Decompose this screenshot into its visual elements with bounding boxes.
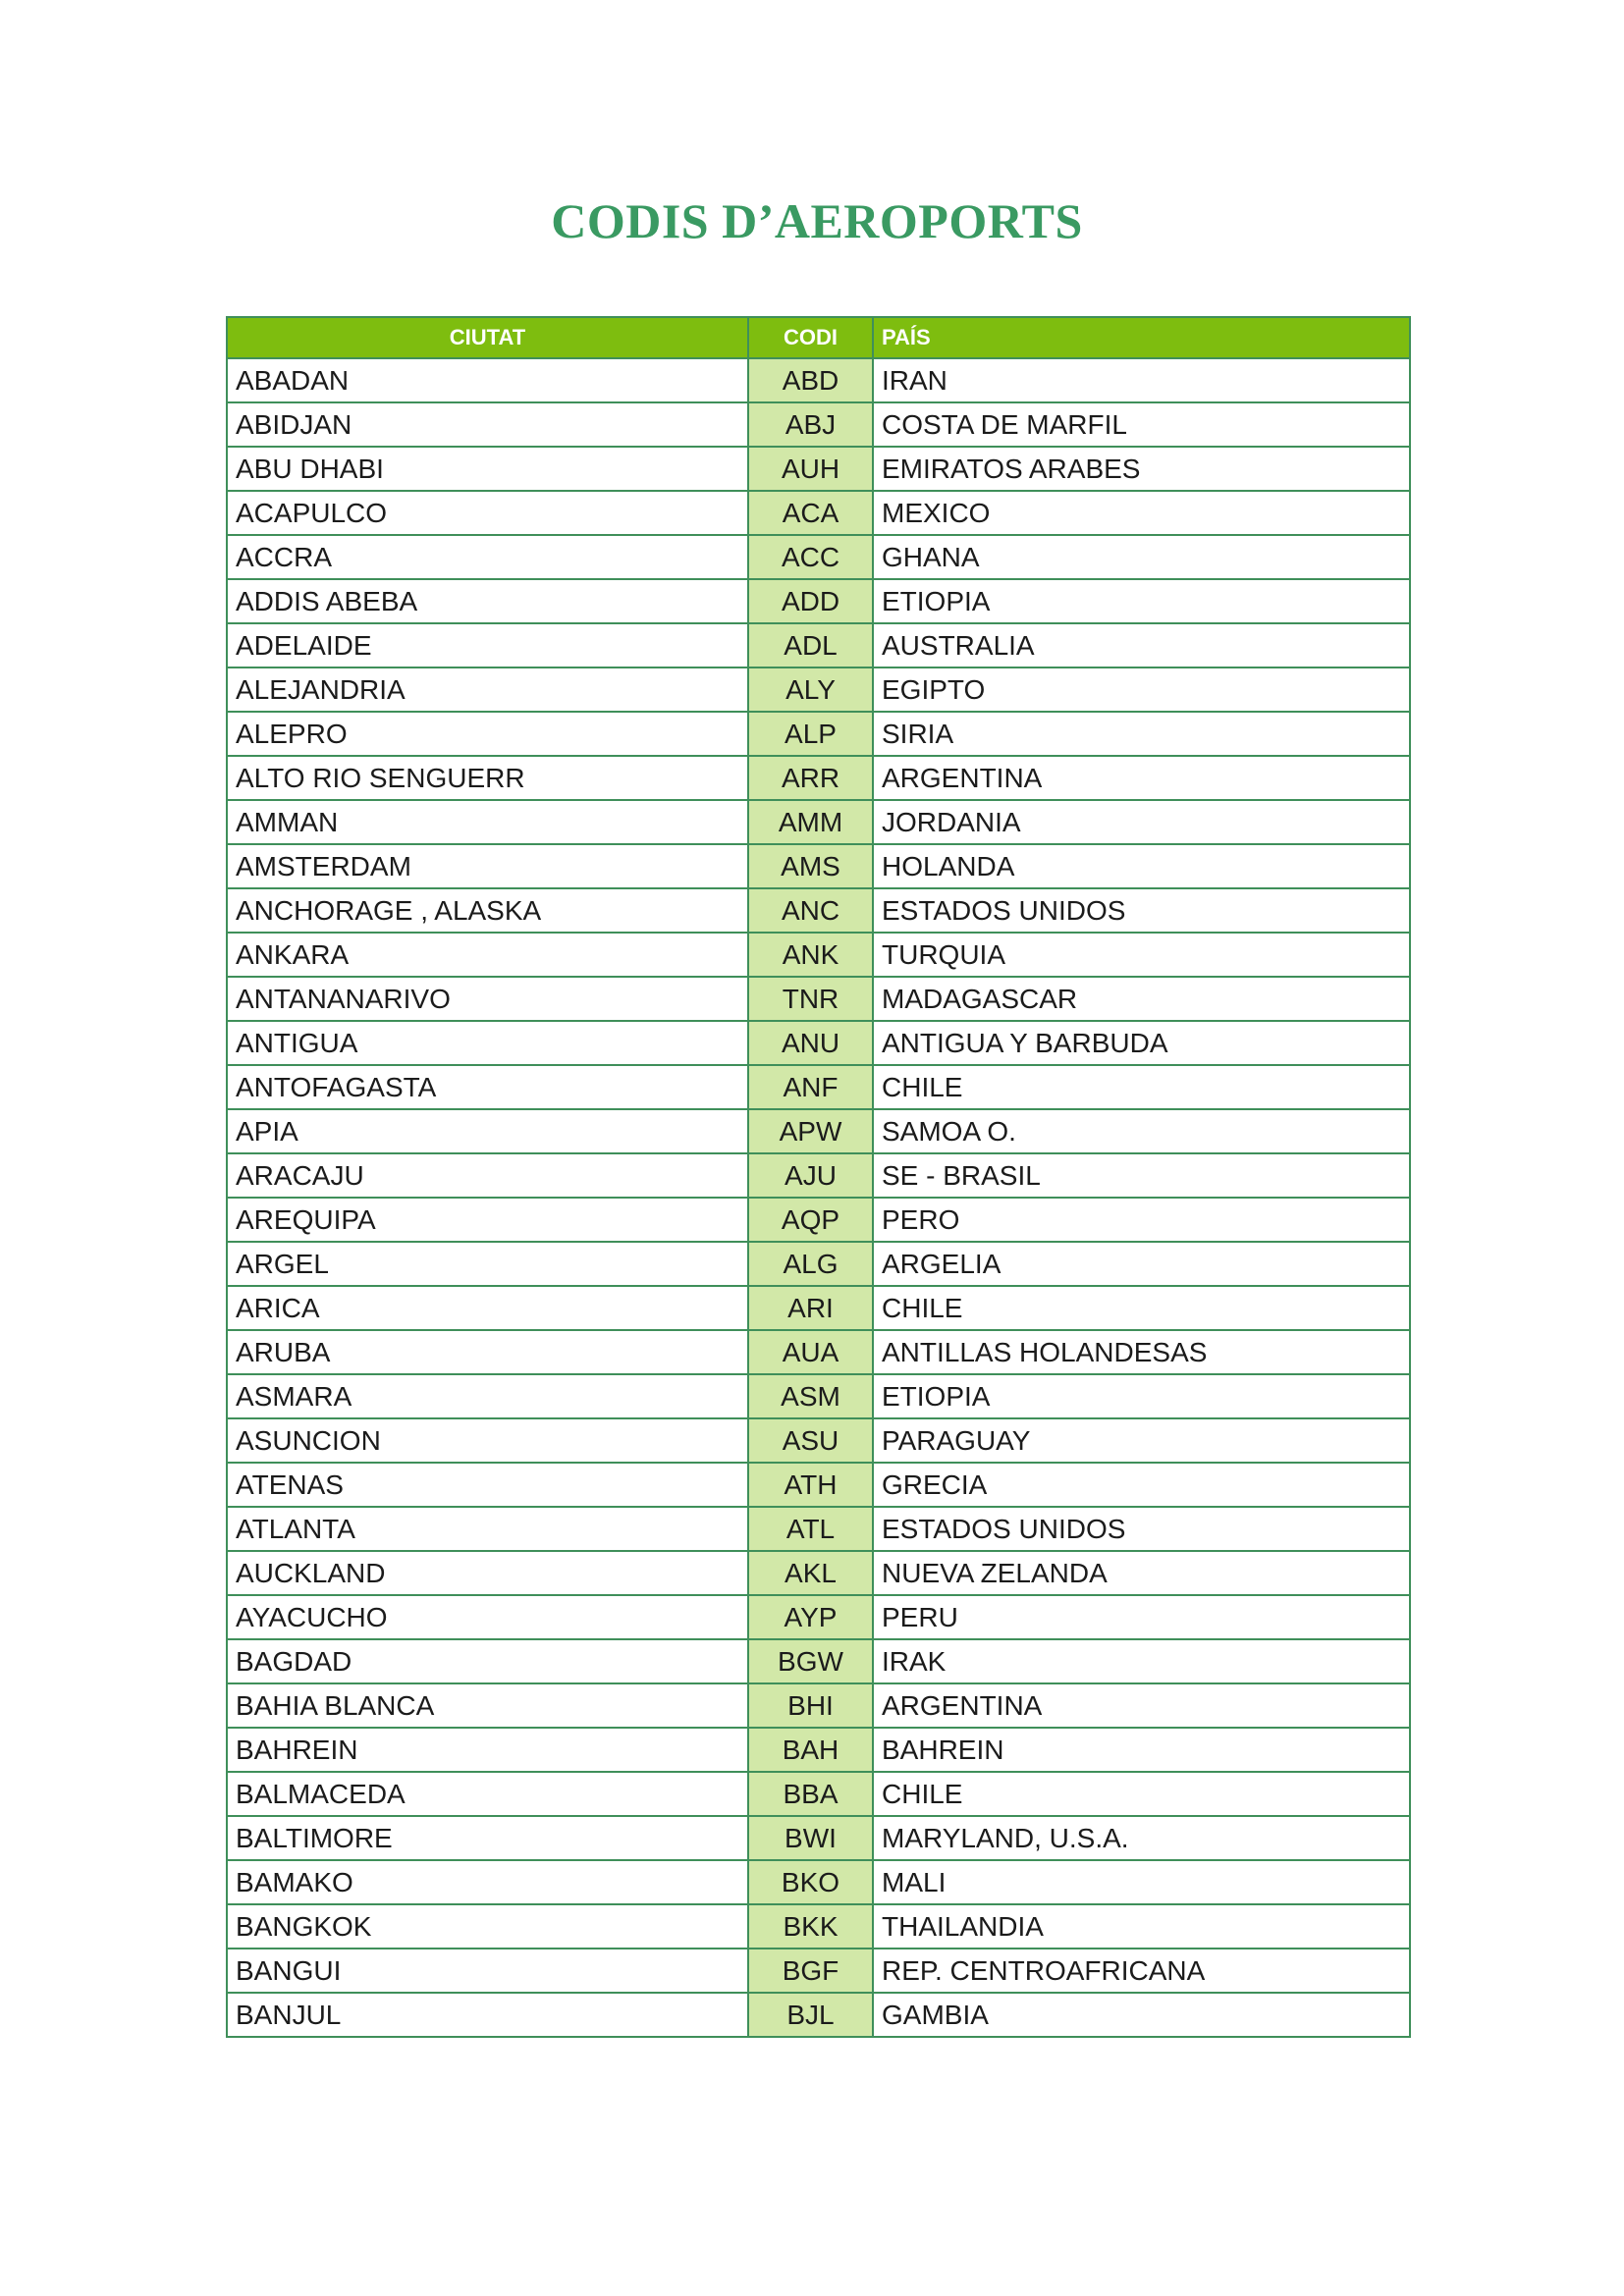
country-cell: ETIOPIA xyxy=(873,1374,1410,1418)
table-row xyxy=(227,1109,1410,1153)
country-cell: AUSTRALIA xyxy=(873,623,1410,667)
table-row xyxy=(227,1374,1410,1418)
country-cell: COSTA DE MARFIL xyxy=(873,402,1410,447)
city-cell: ADDIS ABEBA xyxy=(227,579,748,623)
table-row xyxy=(227,977,1410,1021)
code-cell: AJU xyxy=(748,1153,873,1198)
city-cell: BANJUL xyxy=(227,1993,748,2037)
city-cell: BALTIMORE xyxy=(227,1816,748,1860)
city-cell: BAHREIN xyxy=(227,1728,748,1772)
code-cell: ACA xyxy=(748,491,873,535)
city-cell: ALEPRO xyxy=(227,712,748,756)
code-cell: TNR xyxy=(748,977,873,1021)
table-header-row xyxy=(227,317,1410,358)
city-cell: ATLANTA xyxy=(227,1507,748,1551)
table-row xyxy=(227,1242,1410,1286)
table-row xyxy=(227,1286,1410,1330)
code-cell: AMS xyxy=(748,844,873,888)
city-cell: ABU DHABI xyxy=(227,447,748,491)
code-cell: AQP xyxy=(748,1198,873,1242)
city-cell: ANCHORAGE , ALASKA xyxy=(227,888,748,933)
table-row xyxy=(227,933,1410,977)
table-row xyxy=(227,535,1410,579)
code-cell: APW xyxy=(748,1109,873,1153)
code-cell: ABJ xyxy=(748,402,873,447)
country-cell: CHILE xyxy=(873,1772,1410,1816)
country-cell: BAHREIN xyxy=(873,1728,1410,1772)
country-cell: MEXICO xyxy=(873,491,1410,535)
country-cell: HOLANDA xyxy=(873,844,1410,888)
country-cell: EMIRATOS ARABES xyxy=(873,447,1410,491)
code-cell: AMM xyxy=(748,800,873,844)
country-cell: SE - BRASIL xyxy=(873,1153,1410,1198)
table-row xyxy=(227,1860,1410,1904)
country-cell: JORDANIA xyxy=(873,800,1410,844)
city-cell: BAMAKO xyxy=(227,1860,748,1904)
table-row xyxy=(227,623,1410,667)
code-cell: ATH xyxy=(748,1463,873,1507)
code-cell: ATL xyxy=(748,1507,873,1551)
city-cell: ABADAN xyxy=(227,358,748,402)
city-cell: ANKARA xyxy=(227,933,748,977)
code-cell: ADL xyxy=(748,623,873,667)
code-cell: AKL xyxy=(748,1551,873,1595)
table-row xyxy=(227,1904,1410,1949)
code-cell: ALP xyxy=(748,712,873,756)
country-cell: ANTIGUA Y BARBUDA xyxy=(873,1021,1410,1065)
city-cell: ACCRA xyxy=(227,535,748,579)
code-cell: BKK xyxy=(748,1904,873,1949)
city-cell: ANTANANARIVO xyxy=(227,977,748,1021)
table-row xyxy=(227,1816,1410,1860)
city-cell: ALEJANDRIA xyxy=(227,667,748,712)
code-cell: ARI xyxy=(748,1286,873,1330)
city-cell: AMSTERDAM xyxy=(227,844,748,888)
city-cell: BAHIA BLANCA xyxy=(227,1683,748,1728)
city-cell: AMMAN xyxy=(227,800,748,844)
table-row xyxy=(227,1993,1410,2037)
table-row xyxy=(227,1551,1410,1595)
city-cell: ANTIGUA xyxy=(227,1021,748,1065)
code-cell: ASU xyxy=(748,1418,873,1463)
table-row xyxy=(227,1507,1410,1551)
code-cell: ALG xyxy=(748,1242,873,1286)
table-row xyxy=(227,1198,1410,1242)
city-cell: ALTO RIO SENGUERR xyxy=(227,756,748,800)
code-cell: ANC xyxy=(748,888,873,933)
table-row xyxy=(227,1772,1410,1816)
country-cell: MADAGASCAR xyxy=(873,977,1410,1021)
table-row xyxy=(227,667,1410,712)
table-row xyxy=(227,1728,1410,1772)
country-cell: ANTILLAS HOLANDESAS xyxy=(873,1330,1410,1374)
code-cell: AYP xyxy=(748,1595,873,1639)
column-header-country: PAÍS xyxy=(873,317,1410,358)
table-row xyxy=(227,844,1410,888)
table-row xyxy=(227,447,1410,491)
code-cell: ACC xyxy=(748,535,873,579)
country-cell: ARGELIA xyxy=(873,1242,1410,1286)
code-cell: ANU xyxy=(748,1021,873,1065)
column-header-city: CIUTAT xyxy=(227,317,748,358)
table-row xyxy=(227,712,1410,756)
country-cell: MARYLAND, U.S.A. xyxy=(873,1816,1410,1860)
city-cell: ABIDJAN xyxy=(227,402,748,447)
code-cell: BAH xyxy=(748,1728,873,1772)
code-cell: BWI xyxy=(748,1816,873,1860)
table-row xyxy=(227,756,1410,800)
table-row xyxy=(227,1949,1410,1993)
country-cell: ETIOPIA xyxy=(873,579,1410,623)
airport-codes-table xyxy=(226,316,1411,2038)
table-row xyxy=(227,1330,1410,1374)
city-cell: ANTOFAGASTA xyxy=(227,1065,748,1109)
country-cell: ESTADOS UNIDOS xyxy=(873,888,1410,933)
country-cell: IRAN xyxy=(873,358,1410,402)
city-cell: AYACUCHO xyxy=(227,1595,748,1639)
code-cell: ADD xyxy=(748,579,873,623)
city-cell: ATENAS xyxy=(227,1463,748,1507)
code-cell: ABD xyxy=(748,358,873,402)
city-cell: ARUBA xyxy=(227,1330,748,1374)
table-row xyxy=(227,888,1410,933)
country-cell: SIRIA xyxy=(873,712,1410,756)
table-row xyxy=(227,1418,1410,1463)
city-cell: BANGUI xyxy=(227,1949,748,1993)
code-cell: BGF xyxy=(748,1949,873,1993)
country-cell: GAMBIA xyxy=(873,1993,1410,2037)
table-row xyxy=(227,1595,1410,1639)
code-cell: ANF xyxy=(748,1065,873,1109)
table-row xyxy=(227,402,1410,447)
country-cell: MALI xyxy=(873,1860,1410,1904)
country-cell: REP. CENTROAFRICANA xyxy=(873,1949,1410,1993)
code-cell: AUH xyxy=(748,447,873,491)
table-row xyxy=(227,1065,1410,1109)
country-cell: GHANA xyxy=(873,535,1410,579)
code-cell: BHI xyxy=(748,1683,873,1728)
code-cell: ARR xyxy=(748,756,873,800)
country-cell: PERU xyxy=(873,1595,1410,1639)
table-row xyxy=(227,1639,1410,1683)
city-cell: ARICA xyxy=(227,1286,748,1330)
column-header-code: CODI xyxy=(748,317,873,358)
code-cell: BGW xyxy=(748,1639,873,1683)
city-cell: ARGEL xyxy=(227,1242,748,1286)
country-cell: THAILANDIA xyxy=(873,1904,1410,1949)
country-cell: ESTADOS UNIDOS xyxy=(873,1507,1410,1551)
city-cell: AREQUIPA xyxy=(227,1198,748,1242)
country-cell: CHILE xyxy=(873,1065,1410,1109)
code-cell: ANK xyxy=(748,933,873,977)
city-cell: ASMARA xyxy=(227,1374,748,1418)
code-cell: ALY xyxy=(748,667,873,712)
code-cell: BBA xyxy=(748,1772,873,1816)
country-cell: GRECIA xyxy=(873,1463,1410,1507)
table-row xyxy=(227,358,1410,402)
city-cell: BALMACEDA xyxy=(227,1772,748,1816)
country-cell: ARGENTINA xyxy=(873,756,1410,800)
table-row xyxy=(227,800,1410,844)
city-cell: AUCKLAND xyxy=(227,1551,748,1595)
table-body xyxy=(227,358,1410,2037)
country-cell: SAMOA O. xyxy=(873,1109,1410,1153)
city-cell: BAGDAD xyxy=(227,1639,748,1683)
code-cell: ASM xyxy=(748,1374,873,1418)
country-cell: ARGENTINA xyxy=(873,1683,1410,1728)
table-row xyxy=(227,491,1410,535)
code-cell: AUA xyxy=(748,1330,873,1374)
code-cell: BKO xyxy=(748,1860,873,1904)
country-cell: PARAGUAY xyxy=(873,1418,1410,1463)
city-cell: ASUNCION xyxy=(227,1418,748,1463)
country-cell: EGIPTO xyxy=(873,667,1410,712)
table-row xyxy=(227,1021,1410,1065)
country-cell: PERO xyxy=(873,1198,1410,1242)
city-cell: APIA xyxy=(227,1109,748,1153)
table-row xyxy=(227,1463,1410,1507)
city-cell: ARACAJU xyxy=(227,1153,748,1198)
page-title: CODIS D’AEROPORTS xyxy=(551,193,1083,248)
table-row xyxy=(227,579,1410,623)
country-cell: NUEVA ZELANDA xyxy=(873,1551,1410,1595)
city-cell: ACAPULCO xyxy=(227,491,748,535)
table-row xyxy=(227,1153,1410,1198)
code-cell: BJL xyxy=(748,1993,873,2037)
city-cell: ADELAIDE xyxy=(227,623,748,667)
country-cell: IRAK xyxy=(873,1639,1410,1683)
table-row xyxy=(227,1683,1410,1728)
country-cell: CHILE xyxy=(873,1286,1410,1330)
country-cell: TURQUIA xyxy=(873,933,1410,977)
city-cell: BANGKOK xyxy=(227,1904,748,1949)
